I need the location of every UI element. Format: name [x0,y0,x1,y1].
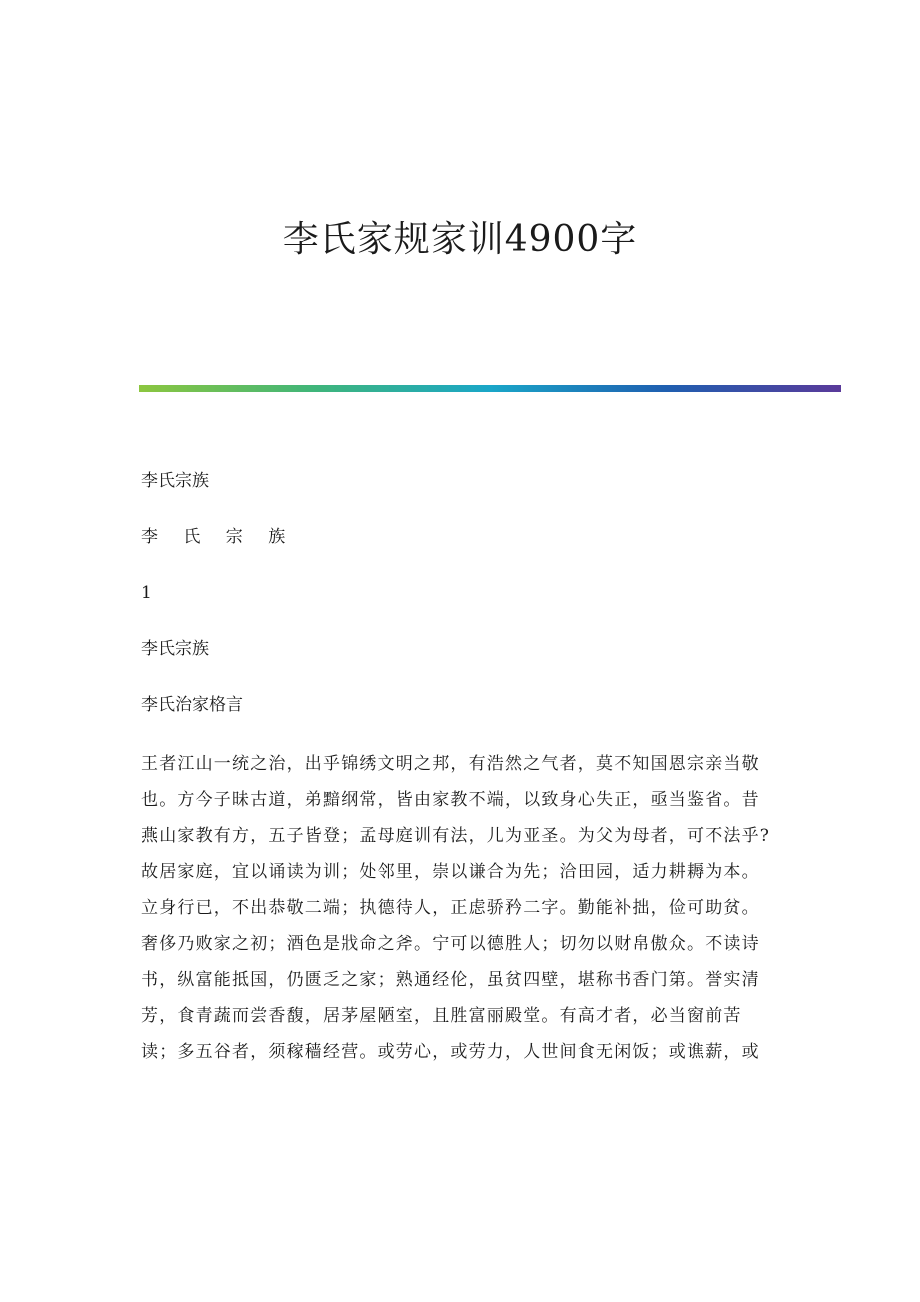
paragraph-line: 也。方今子昧古道，弟黯纲常，皆由家教不端，以致身心失正，亟当鉴省。昔 [141,790,760,810]
paragraph-line: 奢侈乃败家之初；酒色是戕命之斧。宁可以德胜人；切勿以财帛傲众。不读诗 [141,934,760,954]
document-title: 李氏家规家训4900字 [282,219,638,260]
title-divider-rule [139,385,841,392]
paragraph-line: 燕山家教有方，五子皆登；孟母庭训有法，儿为亚圣。为父为母者，可不法乎? [141,826,771,846]
paragraph-line: 读；多五谷者，须稼穑经营。或劳心，或劳力，人世间食无闲饭；或谯薪，或 [141,1042,760,1062]
paragraph-line: 王者江山一统之治，出乎锦绣文明之邦，有浩然之气者，莫不知国恩宗亲当敬 [141,754,760,774]
heading-clan-repeat: 李氏宗族 [141,639,209,659]
page-number: 1 [141,583,152,603]
heading-clan: 李氏宗族 [141,471,209,491]
section-heading-maxims: 李氏治家格言 [141,695,243,715]
paragraph-line: 芳，食青蔬而尝香馥，居茅屋陋室，且胜富丽殿堂。有高才者，必当窗前苦 [141,1006,742,1026]
body-paragraph [141,746,791,1070]
paragraph-line: 书，纵富能抵国，仍匮乏之家；熟通经伦，虽贫四壁，堪称书香门第。誉实清 [141,970,760,990]
document-body [141,467,791,1070]
heading-clan-spaced: 李 氏 宗 族 [141,527,296,547]
paragraph-line: 故居家庭，宜以诵读为训；处邻里，崇以谦合为先；洽田园，适力耕耨为本。 [141,862,760,882]
paragraph-line: 立身行已，不出恭敬二端；执德待人，正虑骄矜二字。勤能补拙，俭可助贫。 [141,898,760,918]
